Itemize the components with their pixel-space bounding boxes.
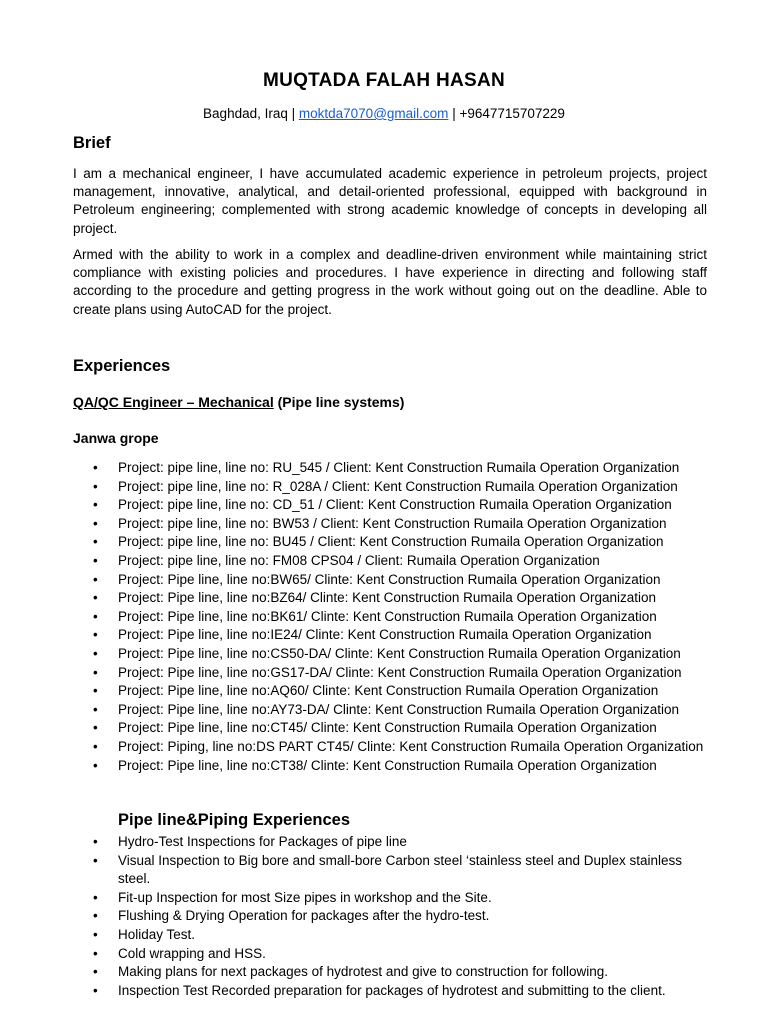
brief-paragraph-1: I am a mechanical engineer, I have accumulated academic experience in petroleum projects, project management, innovative, analytical, and detail-oriented professional, equipped with background in Petroleum engineering; complemented with strong academic knowledge of concepts in developing all project. xyxy=(73,166,707,236)
list-item: • Project: pipe line, line no: BW53 / Client: Kent Construction Rumaila Operation Organization xyxy=(73,515,713,534)
list-item: • Project: Pipe line, line no:IE24/ Clinte: Kent Construction Rumaila Operation Organization xyxy=(73,626,713,645)
role-title-underlined: QA/QC Engineer – Mechanical xyxy=(73,394,274,410)
list-item: • Holiday Test. xyxy=(73,926,713,945)
brief-paragraph-2: Armed with the ability to work in a complex and deadline-driven environment while maintaining strict compliance with existing policies and procedures. I have experience in directing and following staff according to the procedure and getting progress in the work without going out on the deadline. Able to create plans using AutoCAD for the project. xyxy=(73,247,707,317)
projects-list xyxy=(73,459,713,775)
list-item: • Project: Pipe line, line no:CT38/ Clinte: Kent Construction Rumaila Operation Organization xyxy=(73,757,713,776)
phone-text: | +9647715707229 xyxy=(452,106,565,121)
list-item: • Project: pipe line, line no: BU45 / Client: Kent Construction Rumaila Operation Organization xyxy=(73,533,713,552)
list-item: • Project: Pipe line, line no:CS50-DA/ Clinte: Kent Construction Rumaila Operation Organization xyxy=(73,645,713,664)
list-item: • Project: pipe line, line no: CD_51 / Client: Kent Construction Rumaila Operation Organization xyxy=(73,496,713,515)
piping-heading: Pipe line&Piping Experiences xyxy=(118,811,350,829)
list-item: • Project: Pipe line, line no:GS17-DA/ Clinte: Kent Construction Rumaila Operation Organization xyxy=(73,664,713,683)
role-title xyxy=(73,394,404,410)
list-item: • Cold wrapping and HSS. xyxy=(73,945,713,964)
list-item: • Making plans for next packages of hydrotest and give to construction for following. xyxy=(73,963,713,982)
list-item: • Hydro-Test Inspections for Packages of pipe line xyxy=(73,833,713,852)
list-item: • Project: Pipe line, line no:AY73-DA/ Clinte: Kent Construction Rumaila Operation Organization xyxy=(73,701,713,720)
list-item: • Project: Pipe line, line no:BZ64/ Clinte: Kent Construction Rumaila Operation Organization xyxy=(73,589,713,608)
candidate-name: MUQTADA FALAH HASAN xyxy=(262,70,506,91)
list-item: • Project: Pipe line, line no:AQ60/ Clinte: Kent Construction Rumaila Operation Organization xyxy=(73,682,713,701)
list-item: • Visual Inspection to Big bore and small-bore Carbon steel ‘stainless steel and Duplex stainless steel. xyxy=(73,852,713,889)
list-item: • Fit-up Inspection for most Size pipes in workshop and the Site. xyxy=(73,889,713,908)
contact-line xyxy=(0,106,768,121)
list-item: • Project: pipe line, line no: FM08 CPS04 / Client: Rumaila Operation Organization xyxy=(73,552,713,571)
list-item: • Project: Pipe line, line no:BW65/ Clinte: Kent Construction Rumaila Operation Organization xyxy=(73,571,713,590)
list-item: • Project: Pipe line, line no:CT45/ Clinte: Kent Construction Rumaila Operation Organization xyxy=(73,719,713,738)
list-item: • Flushing & Drying Operation for packages after the hydro-test. xyxy=(73,907,713,926)
company-name: Janwa grope xyxy=(73,430,159,446)
list-item: • Project: pipe line, line no: RU_545 / Client: Kent Construction Rumaila Operation Organization xyxy=(73,459,713,478)
list-item: • Project: pipe line, line no: R_028A / Client: Kent Construction Rumaila Operation Organization xyxy=(73,478,713,497)
list-item: • Project: Pipe line, line no:BK61/ Clinte: Kent Construction Rumaila Operation Organization xyxy=(73,608,713,627)
email-link[interactable]: moktda7070@gmail.com xyxy=(298,106,449,121)
list-item: • Inspection Test Recorded preparation for packages of hydrotest and submitting to the client. xyxy=(73,982,713,1001)
list-item: • Project: Piping, line no:DS PART CT45/ Clinte: Kent Construction Rumaila Operation Organization xyxy=(73,738,713,757)
role-detail: (Pipe line systems) xyxy=(273,394,405,410)
location-text: Baghdad, Iraq | xyxy=(203,106,296,121)
brief-heading: Brief xyxy=(73,134,111,152)
experiences-heading: Experiences xyxy=(73,357,171,375)
piping-list xyxy=(73,833,713,1000)
